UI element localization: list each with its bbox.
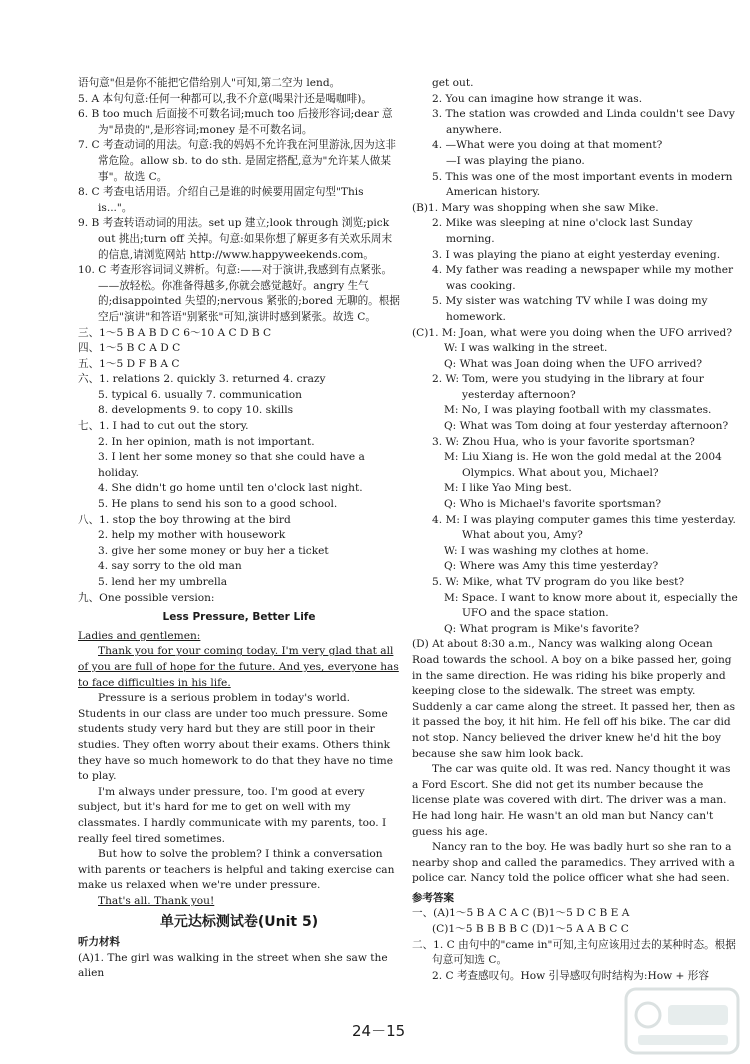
part-c-line: Q: Who is Michael's favorite sportsman? <box>444 498 662 511</box>
part-c-line: 5. W: Mike, what TV program do you like best? <box>432 576 685 588</box>
answer-8: 8. C 考查电话用语。介绍自己是谁的时候要用固定句型"This is..."。 <box>78 186 364 214</box>
part-c-line: 4. M: I was playing computer games this time yesterday. What about you, Amy? <box>432 513 736 542</box>
essay-paragraph: I'm always under pressure, too. I'm good at every subject, but it's hard for me to get on well with my classmates. I hardly communicate with my parents, too. I really feel tired sometimes. <box>78 785 387 845</box>
part-c-line: M: No, I was playing football with my classmates. <box>444 404 712 417</box>
part-a-line: 3. The station was crowded and Linda couldn't see Davy anywhere. <box>432 108 735 136</box>
right-column <box>412 76 740 984</box>
section-6-line: 5. typical 6. usually 7. communication <box>98 388 302 401</box>
section-8-line: 八、1. stop the boy throwing at the bird <box>78 513 291 526</box>
part-b-line: 3. I was playing the piano at eight yesterday evening. <box>432 248 721 261</box>
essay-title: Less Pressure, Better Life <box>162 611 316 624</box>
section-4: 四、1～5 B C A D C <box>78 342 181 355</box>
listening-label: 听力材料 <box>78 936 120 949</box>
section-9: 九、One possible version: <box>78 591 215 604</box>
reference-line: 二、1. C 由句中的"came in"可知,主句应该用过去的某种时态。根据句意可知选 C。 <box>412 938 736 967</box>
essay-paragraph: Pressure is a serious problem in today's world. Students in our class are under too much pressure. Some students study very hard but they are still poor in their studies. They often worry about their exams. Others think they have so much homework to do that they have no time to play. <box>78 692 393 783</box>
essay-greeting: Ladies and gentlemen: <box>78 629 201 642</box>
part-a-line: 4. —What were you doing at that moment? <box>432 139 663 152</box>
reference-line: 2. C 考查感叹句。How 引导感叹句时结构为:How + 形容 <box>432 969 709 982</box>
part-c-line: W: I was walking in the street. <box>444 342 608 355</box>
answer-5: 5. A 本句句意:任何一种都可以,我不介意(喝果汁还是喝咖啡)。 <box>78 92 372 105</box>
essay-closing: That's all. Thank you! <box>98 894 215 907</box>
part-c-line: M: Space. I want to know more about it, especially the UFO and the space station. <box>444 591 738 620</box>
part-c-line: Q: Where was Amy this time yesterday? <box>444 560 659 573</box>
part-b-line: 5. My sister was watching TV while I was doing my homework. <box>432 295 708 323</box>
section-7-line: 5. He plans to send his son to a good school. <box>98 498 338 511</box>
reference-answers-label: 参考答案 <box>412 891 454 904</box>
answer-7: 7. C 考查动词的用法。句意:我的妈妈不允许我在河里游泳,因为这非常危险。allow sb. to do sth. 是固定搭配,意为"允许某人做某事"。故选 C。 <box>78 139 396 183</box>
section-8-line: 5. lend her my umbrella <box>98 576 228 588</box>
section-8-line: 3. give her some money or buy her a ticket <box>98 544 329 557</box>
part-d-paragraph: (D) At about 8:30 a.m., Nancy was walking along Ocean Road towards the school. A boy on a bike passed her, going in the same direction. He was riding his bike properly and keeping close to the sidewalk. The street was empty. Suddenly a car came along the street. It passed her, then as it passed the boy, it hit him. He fell off his bike. The car did not stop. Nancy believed the driver knew he'd hit the boy because she saw him look back. <box>412 638 736 760</box>
listening-a1: (A)1. The girl was walking in the street when she saw the alien <box>78 951 388 980</box>
answer-10: 10. C 考查形容词词义辨析。句意:——对于演讲,我感到有点紧张。——放轻松。你准备得越多,你就会感觉越好。angry 生气的;disappointed 失望的;nervous 紧张的;bored 无聊的。根据空后"演讲"和答语"别紧张"可知,演讲时感到紧张。故选 C。 <box>78 264 400 323</box>
watermark-logo <box>622 985 742 1057</box>
section-7-line: 2. In her opinion, math is not important. <box>98 435 315 448</box>
reference-line: 一、(A)1～5 B A C A C (B)1～5 D C B E A <box>412 907 630 920</box>
essay-paragraph: Thank you for your coming today. I'm very glad that all of you are full of hope for the future. And yes, everyone has to face difficulties in his life. <box>78 645 399 689</box>
section-3: 三、1～5 B A B D C 6～10 A C D B C <box>78 326 272 339</box>
section-8-line: 2. help my mother with housework <box>98 529 286 542</box>
part-b-line: 2. Mike was sleeping at nine o'clock last Sunday morning. <box>432 217 693 245</box>
reference-line: (C)1～5 B B B B C (D)1～5 A A B C C <box>432 923 629 936</box>
part-c-line: W: I was washing my clothes at home. <box>444 544 649 557</box>
part-b-line: (B)1. Mary was shopping when she saw Mike. <box>412 201 659 214</box>
answer-6: 6. B too much 后面接不可数名词;much too 后接形容词;dear 意为"昂贵的",是形容词;money 是不可数名词。 <box>78 108 393 136</box>
part-a-line: get out. <box>432 77 474 89</box>
part-a-line: 5. This was one of the most important events in modern American history. <box>432 170 733 199</box>
part-a-line: —I was playing the piano. <box>446 154 585 167</box>
part-c-line: M: Liu Xiang is. He won the gold medal at the 2004 Olympics. What about you, Michael? <box>444 451 722 479</box>
left-column <box>78 76 400 982</box>
section-5: 五、1～5 D F B A C <box>78 357 180 370</box>
section-6-line: 8. developments 9. to copy 10. skills <box>98 404 294 417</box>
part-c-line: Q: What was Joan doing when the UFO arrived? <box>444 357 703 370</box>
answer-9: 9. B 考查转语动词的用法。set up 建立;look through 浏览;pick out 挑出;turn off 关掉。句意:如果你想了解更多有关欢乐周末的信息,请浏览网站 http://www.happyweekends.com。 <box>78 217 393 261</box>
part-c-line: 3. W: Zhou Hua, who is your favorite sportsman? <box>432 435 695 448</box>
section-7-line: 七、1. I had to cut out the story. <box>78 420 249 433</box>
part-d-paragraph: The car was quite old. It was red. Nancy thought it was a Ford Escort. She did not get its number because the license plate was covered with dirt. The driver was a man. He had long hair. He wasn't an old man but Nancy can't guess his age. <box>412 763 731 838</box>
part-c-line: 2. W: Tom, were you studying in the library at four yesterday afternoon? <box>432 373 704 401</box>
answer-cont-1: 语句意"但是你不能把它借给别人"可知,第二空为 lend。 <box>78 77 341 89</box>
part-d-paragraph: Nancy ran to the boy. He was badly hurt so she ran to a nearby shop and called the paramedics. They arrived with a police car. Nancy told the police officer what she had seen. <box>412 841 735 885</box>
essay-paragraph: But how to solve the problem? I think a conversation with parents or teachers is helpful and taking exercise can make us relaxed when we're under pressure. <box>78 848 395 892</box>
section-7-line: 4. She didn't go home until ten o'clock last night. <box>98 482 363 495</box>
part-a-line: 2. You can imagine how strange it was. <box>432 92 643 105</box>
part-c-line: Q: What was Tom doing at four yesterday afternoon? <box>444 420 729 433</box>
part-c-line: Q: What program is Mike's favorite? <box>444 622 640 635</box>
section-8-line: 4. say sorry to the old man <box>98 560 242 573</box>
section-6-line: 六、1. relations 2. quickly 3. returned 4. crazy <box>78 373 326 386</box>
part-c-line: M: I like Yao Ming best. <box>444 482 572 495</box>
part-b-line: 4. My father was reading a newspaper while my mother was cooking. <box>432 264 734 292</box>
section-7-line: 3. I lent her some money so that she could have a holiday. <box>98 451 365 479</box>
page-number: 24－15 <box>352 1022 406 1040</box>
unit-title: 单元达标测试卷(Unit 5) <box>159 914 319 931</box>
part-c-line: (C)1. M: Joan, what were you doing when the UFO arrived? <box>412 326 733 339</box>
